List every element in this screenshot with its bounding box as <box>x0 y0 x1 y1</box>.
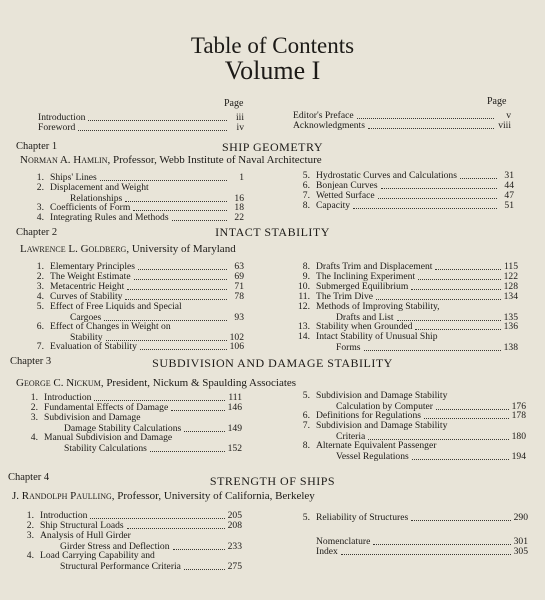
section-title-continued: Drafts and List <box>336 312 394 323</box>
section-title-text: Elementary Principles <box>50 261 135 272</box>
section-number: 12. <box>298 301 310 312</box>
toc-entry-line <box>296 301 518 312</box>
page-column-label: Page <box>224 98 244 109</box>
chapter-label: Chapter 4 <box>8 472 50 483</box>
section-title-text: Drafts Trim and Displacement <box>316 261 433 272</box>
section-title-continued: Structural Performance Criteria <box>60 561 181 572</box>
section-number: 6. <box>302 410 310 421</box>
section-number: 1. <box>36 172 44 183</box>
toc-entry <box>20 530 242 552</box>
page-number: 146 <box>227 402 242 413</box>
front-matter-entry: Foreword iv <box>38 122 244 133</box>
toc-entry-line <box>30 341 244 352</box>
section-title-continued: Criteria <box>336 431 366 442</box>
section-number: 3. <box>36 202 44 213</box>
section-title-text: Coefficients of Form <box>50 202 131 213</box>
section-number: 7. <box>36 341 44 352</box>
toc-entry <box>30 341 244 352</box>
toc-entry-line <box>24 443 242 454</box>
author-name: Norman A. Hamlin <box>20 154 108 166</box>
section-number: 14. <box>298 331 310 342</box>
dot-leader <box>100 180 227 181</box>
section-number: 1. <box>30 392 38 403</box>
section-title-text: Subdivision and Damage Stability <box>316 420 448 431</box>
page-number: 69 <box>234 271 244 282</box>
page-number: 63 <box>234 261 244 272</box>
section-title-continued: Forms <box>336 342 361 353</box>
page-number: 208 <box>227 520 242 531</box>
page-title: Table of Contents <box>190 33 355 58</box>
section-title-text: Integrating Rules and Methods <box>50 212 169 223</box>
section-number: 1. <box>26 510 34 521</box>
toc-entry-line <box>296 451 526 462</box>
section-number: 5. <box>36 301 44 312</box>
toc-entry-line <box>296 200 514 211</box>
section-title-text: Displacement and Weight <box>50 182 149 193</box>
dot-leader <box>94 400 225 401</box>
section-number: 5. <box>302 390 310 401</box>
toc-entry-line <box>30 212 244 223</box>
section-title-text: The Trim Dive <box>316 291 374 302</box>
dot-leader <box>411 520 510 521</box>
page-number: 115 <box>503 261 518 272</box>
page-number: 194 <box>511 451 526 462</box>
section-title-text: Submerged Equilibrium <box>316 281 409 292</box>
section-number: 7. <box>302 420 310 431</box>
author-name: Lawrence L. Goldberg <box>20 243 127 255</box>
chapter-author <box>12 490 315 502</box>
dot-leader <box>184 569 225 570</box>
page-number: 149 <box>227 423 242 434</box>
page-number: 180 <box>511 431 526 442</box>
page-number: 138 <box>503 342 518 353</box>
toc-entry-line <box>296 546 528 557</box>
section-title-continued: Damage Stability Calculations <box>64 423 182 434</box>
section-number: 3. <box>30 412 38 423</box>
toc-entry <box>296 331 518 353</box>
section-number: 2. <box>36 182 44 193</box>
page-number: 111 <box>228 392 242 403</box>
toc-entry-line <box>30 301 244 312</box>
page-number: 233 <box>227 541 242 552</box>
dot-leader <box>125 299 227 300</box>
dot-leader <box>341 554 511 555</box>
page-number: 51 <box>504 200 514 211</box>
section-number: 8. <box>302 200 310 211</box>
dot-leader <box>411 289 500 290</box>
section-title-continued: Cargoes <box>70 312 102 323</box>
section-number: 4. <box>30 432 38 443</box>
page-number: 176 <box>511 401 526 412</box>
page-number: 44 <box>504 180 514 191</box>
section-number: 9. <box>302 271 310 282</box>
section-title-text: Ships' Lines <box>50 172 97 183</box>
section-title-text: Load Carrying Capability and <box>40 550 155 561</box>
toc-entry <box>296 301 518 323</box>
toc-entry-line <box>296 331 518 342</box>
toc-entry <box>30 182 244 204</box>
section-number: 8. <box>302 440 310 451</box>
page-number: 47 <box>504 190 514 201</box>
section-title-text: Capacity <box>316 200 351 211</box>
section-title-text: Fundamental Effects of Damage <box>44 402 169 413</box>
section-number: 6. <box>36 321 44 332</box>
section-title-text: Analysis of Hull Girder <box>40 530 131 541</box>
section-title-text: Introduction <box>40 510 88 521</box>
section-number: 8. <box>302 261 310 272</box>
page-number: 122 <box>503 271 518 282</box>
toc-entry <box>296 546 528 557</box>
section-title: INTACT STABILITY <box>215 225 330 239</box>
toc-entry-line <box>20 561 242 572</box>
toc-entry-line <box>30 321 244 332</box>
dot-leader <box>127 528 225 529</box>
section-number: 4. <box>26 550 34 561</box>
dot-leader <box>172 220 227 221</box>
chapter-label: Chapter 1 <box>16 141 58 152</box>
section-title-text: The Inclining Experiment <box>316 271 416 282</box>
author-affiliation: , University of Maryland <box>126 243 236 255</box>
page-number: 78 <box>234 291 244 302</box>
author-name: George C. Nickum <box>16 377 101 389</box>
page-number: 22 <box>234 212 244 223</box>
section-title-continued: Vessel Regulations <box>336 451 409 462</box>
page-number: 71 <box>234 281 244 292</box>
dot-leader <box>381 188 497 189</box>
section-number: 5. <box>302 512 310 523</box>
dot-leader <box>140 349 227 350</box>
page-number: 16 <box>234 193 244 204</box>
dot-leader <box>435 269 501 270</box>
toc-entry <box>296 440 526 462</box>
section-title-text: Alternate Equivalent Passenger <box>316 440 437 451</box>
section-title-continued: Calculation by Computer <box>336 401 433 412</box>
section-number: 3. <box>36 281 44 292</box>
page-number: 106 <box>229 341 244 352</box>
section-title: STRENGTH OF SHIPS <box>209 474 336 488</box>
chapter-label: Chapter 2 <box>16 227 58 238</box>
toc-entry-line <box>296 440 526 451</box>
section-title-text: Definitions for Regulations <box>316 410 421 421</box>
dot-leader <box>412 459 509 460</box>
dot-leader <box>133 210 227 211</box>
dot-leader <box>378 198 497 199</box>
dot-leader <box>138 269 227 270</box>
section-title-continued: Stability <box>70 332 103 343</box>
chapter-author <box>16 377 296 389</box>
page-number: 290 <box>513 512 528 523</box>
section-title-text: Nomenclature <box>316 536 371 547</box>
toc-entry <box>24 412 242 434</box>
section-number: 11. <box>298 291 310 302</box>
dot-leader <box>376 299 501 300</box>
page-number: 275 <box>227 561 242 572</box>
section-title-text: Metacentric Height <box>50 281 125 292</box>
dot-leader <box>90 518 224 519</box>
toc-entry-line <box>24 432 242 443</box>
dot-leader <box>460 178 497 179</box>
page-number: 135 <box>503 312 518 323</box>
section-title: SUBDIVISION AND DAMAGE STABILITY <box>152 356 393 370</box>
toc-entry <box>30 321 244 343</box>
page-number: 301 <box>513 536 528 547</box>
toc-entry <box>20 550 242 572</box>
section-number: 2. <box>30 402 38 413</box>
page-number: 1 <box>239 172 244 183</box>
toc-entry-line <box>296 420 526 431</box>
dot-leader <box>127 289 227 290</box>
toc-entry-line <box>296 342 518 353</box>
section-title-text: The Weight Estimate <box>50 271 131 282</box>
front-matter-entry: Introduction iii <box>38 112 244 123</box>
page-column-label: Page <box>487 96 507 107</box>
page-number: 102 <box>229 332 244 343</box>
section-title-text: Hydrostatic Curves and Calculations <box>316 170 457 181</box>
section-title-text: Wetted Surface <box>316 190 375 201</box>
page-number: 205 <box>227 510 242 521</box>
section-title-text: Methods of Improving Stability, <box>316 301 440 312</box>
dot-leader <box>418 279 501 280</box>
section-number: 1. <box>36 261 44 272</box>
section-title-text: Subdivision and Damage Stability <box>316 390 448 401</box>
section-number: 2. <box>36 271 44 282</box>
toc-entry <box>30 212 244 223</box>
toc-entry <box>296 512 528 523</box>
section-title-text: Index <box>316 546 338 557</box>
chapter-author <box>20 243 236 255</box>
chapter-label: Chapter 3 <box>10 356 52 367</box>
section-title-continued: Girder Stress and Deflection <box>60 541 170 552</box>
section-title-continued: Relationships <box>70 193 123 204</box>
dot-leader <box>373 544 510 545</box>
toc-entry <box>296 390 526 412</box>
page-number: 134 <box>503 291 518 302</box>
section-number: 7. <box>302 190 310 201</box>
section-title-text: Subdivision and Damage <box>44 412 141 423</box>
dot-leader <box>364 350 501 351</box>
dot-leader <box>150 451 225 452</box>
dot-leader <box>424 418 509 419</box>
section-title-text: Curves of Stability <box>50 291 123 302</box>
page-number: 93 <box>234 312 244 323</box>
section-number: 3. <box>26 530 34 541</box>
toc-entry-line <box>296 390 526 401</box>
author-affiliation: , Professor, Webb Institute of Naval Architecture <box>107 154 322 166</box>
page-number: 18 <box>234 202 244 213</box>
page-number: 178 <box>511 410 526 421</box>
toc-entry-line <box>20 530 242 541</box>
dot-leader <box>415 329 500 330</box>
section-number: 6. <box>302 180 310 191</box>
toc-entry <box>296 420 526 442</box>
section-title-text: Reliability of Structures <box>316 512 409 523</box>
toc-entry-line <box>24 412 242 423</box>
section-title-text: Evaluation of Stability <box>50 341 137 352</box>
section-title-text: Bonjean Curves <box>316 180 378 191</box>
toc-entry-line <box>20 550 242 561</box>
section-number: 2. <box>26 520 34 531</box>
author-affiliation: , Professor, University of California, Berkeley <box>111 490 315 502</box>
section-title-text: Manual Subdivision and Damage <box>44 432 173 443</box>
section-title-text: Stability when Grounded <box>316 321 413 332</box>
section-number: 5. <box>302 170 310 181</box>
toc-entry-line <box>296 512 528 523</box>
section-title-text: Effect of Free Liquids and Special <box>50 301 182 312</box>
section-title-text: Intact Stability of Unusual Ship <box>316 331 438 342</box>
page-number: 305 <box>513 546 528 557</box>
section-title-text: Introduction <box>44 392 92 403</box>
toc-entry-line <box>30 182 244 193</box>
section-number: 4. <box>36 212 44 223</box>
front-matter-entry: Editor's Preface v <box>293 110 511 121</box>
chapter-author <box>20 154 322 166</box>
dot-leader <box>171 410 224 411</box>
author-name: J. Randolph Paulling <box>12 490 112 502</box>
section-title-text: Effect of Changes in Weight on <box>50 321 171 332</box>
dot-leader <box>353 208 497 209</box>
front-matter-entry: Acknowledgments viii <box>293 120 511 131</box>
section-number: 13. <box>298 321 310 332</box>
page-number: 152 <box>227 443 242 454</box>
section-title-continued: Stability Calculations <box>64 443 147 454</box>
volume-title: Volume I <box>224 56 321 85</box>
page-number: 31 <box>504 170 514 181</box>
dot-leader <box>134 279 227 280</box>
section-number: 10. <box>298 281 310 292</box>
toc-entry <box>296 200 514 211</box>
section-number: 4. <box>36 291 44 302</box>
page-number: 136 <box>503 321 518 332</box>
page-number: 128 <box>503 281 518 292</box>
section-title: SHIP GEOMETRY <box>221 140 324 154</box>
section-title-text: Ship Structural Loads <box>40 520 124 531</box>
toc-entry <box>30 301 244 323</box>
toc-entry <box>24 432 242 454</box>
author-affiliation: , President, Nickum & Spaulding Associates <box>100 377 297 389</box>
